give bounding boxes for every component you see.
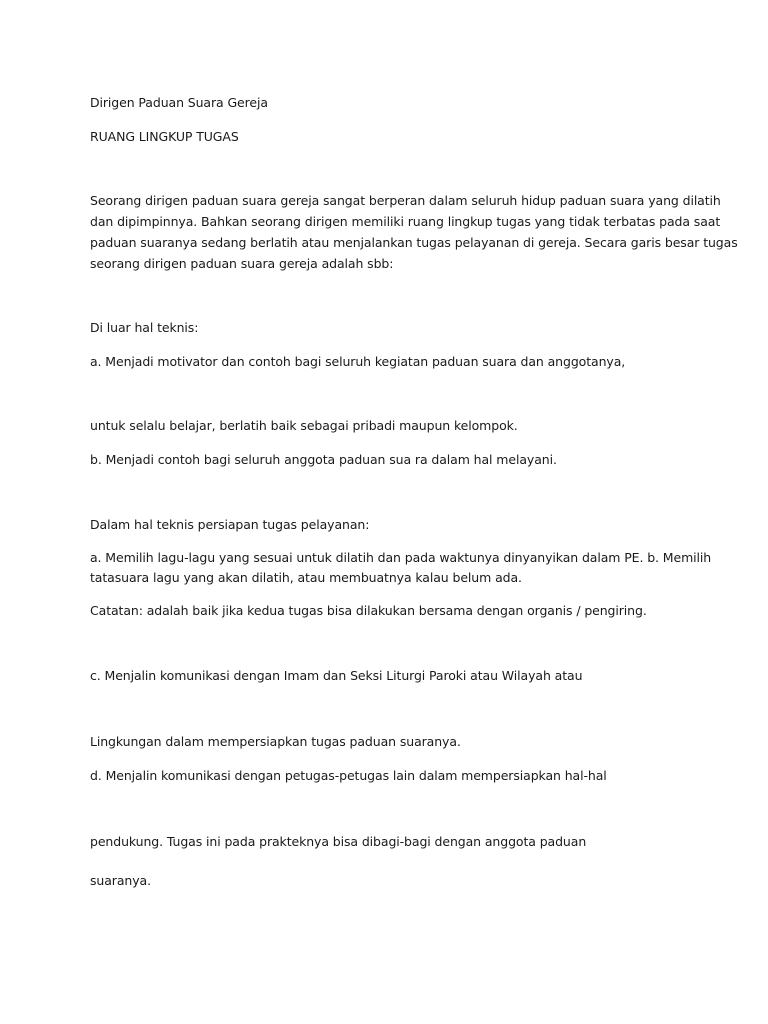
document-title: Dirigen Paduan Suara Gereja xyxy=(90,95,268,110)
technical-item-c: c. Menjalin komunikasi dengan Imam dan Seksi Liturgi Paroki atau Wilayah atau xyxy=(90,668,583,683)
intro-line: seorang dirigen paduan suara gereja adalah sbb: xyxy=(90,256,394,271)
non-technical-item-b: b. Menjadi contoh bagi seluruh anggota paduan sua ra dalam hal melayani. xyxy=(90,452,557,467)
technical-item-d: d. Menjalin komunikasi dengan petugas-petugas lain dalam mempersiapkan hal-hal xyxy=(90,768,607,783)
non-technical-item-a: a. Menjadi motivator dan contoh bagi seluruh kegiatan paduan suara dan anggotanya, xyxy=(90,354,626,369)
technical-note: Catatan: adalah baik jika kedua tugas bisa dilakukan bersama dengan organis / pengiring. xyxy=(90,603,647,618)
section-heading: RUANG LINGKUP TUGAS xyxy=(90,129,239,144)
intro-line: paduan suaranya sedang berlatih atau menjalankan tugas pelayanan di gereja. Secara garis besar tugas xyxy=(90,235,738,250)
technical-heading: Dalam hal teknis persiapan tugas pelayanan: xyxy=(90,517,370,532)
technical-item-d-continued: suaranya. xyxy=(90,873,151,888)
non-technical-item-a-continued: untuk selalu belajar, berlatih baik sebagai pribadi maupun kelompok. xyxy=(90,418,518,433)
technical-items-ab-line: a. Memilih lagu-lagu yang sesuai untuk dilatih dan pada waktunya dinyanyikan dalam PE. b. Memilih xyxy=(90,550,712,565)
technical-item-d-continued: pendukung. Tugas ini pada prakteknya bisa dibagi-bagi dengan anggota paduan xyxy=(90,834,587,849)
technical-item-c-continued: Lingkungan dalam mempersiapkan tugas paduan suaranya. xyxy=(90,734,461,749)
intro-line: Seorang dirigen paduan suara gereja sangat berperan dalam seluruh hidup paduan suara yang dilatih xyxy=(90,193,721,208)
technical-items-ab-line: tatasuara lagu yang akan dilatih, atau membuatnya kalau belum ada. xyxy=(90,570,522,585)
intro-line: dan dipimpinnya. Bahkan seorang dirigen memiliki ruang lingkup tugas yang tidak terbatas pada saat xyxy=(90,214,721,229)
non-technical-heading: Di luar hal teknis: xyxy=(90,320,199,335)
